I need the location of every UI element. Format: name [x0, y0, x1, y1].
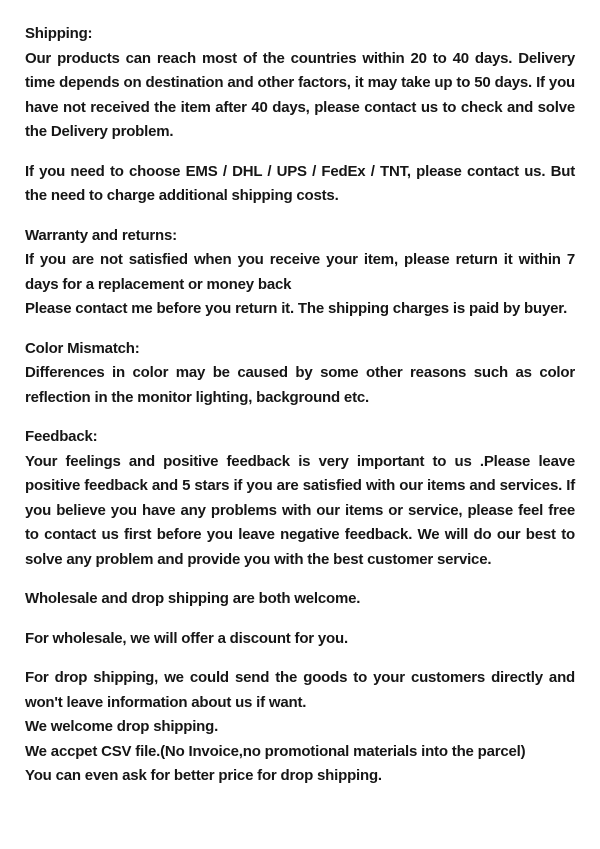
section-heading-feedback: Feedback: — [25, 428, 98, 445]
paragraph-drop-shipping-direct: For drop shipping, we could send the goods to your customers directly and won't leave information about us if want. — [25, 669, 575, 711]
paragraph-feedback: Your feelings and positive feedback is very important to us .Please leave positive feedback and 5 stars if you are satisfied with our items and services. If you believe you have any problems with our items or service, please feel free to contact us first before you leave negative feedback. We will do our best to solve any problem and provide you with the best customer service. — [25, 452, 575, 568]
section-shipping — [25, 22, 575, 145]
paragraph-express-courier: If you need to choose EMS / DHL / UPS / FedEx / TNT, please contact us. But the need to charge additional shipping costs. — [25, 162, 575, 204]
paragraph-drop-shipping-welcome: We welcome drop shipping. — [25, 718, 219, 735]
section-color-mismatch — [25, 337, 575, 411]
section-wholesale-welcome — [25, 587, 575, 612]
section-feedback — [25, 425, 575, 572]
paragraph-drop-shipping-csv: We accpet CSV file.(No Invoice,no promotional materials into the parcel) — [25, 742, 526, 760]
paragraph-wholesale-welcome: Wholesale and drop shipping are both welcome. — [25, 590, 361, 607]
section-warranty-returns — [25, 224, 575, 322]
section-heading-shipping: Shipping: — [25, 25, 93, 42]
paragraph-return-policy: If you are not satisfied when you receive your item, please return it within 7 days for a replacement or money back — [25, 251, 575, 293]
paragraph-return-contact: Please contact me before you return it. The shipping charges is paid by buyer. — [25, 300, 568, 317]
paragraph-shipping-policy: Our products can reach most of the countries within 20 to 40 days. Delivery time depends on destination and other factors, it may take up to 50 days. If you have not received the item after 40 days, please contact us to check and solve the Delivery problem. — [25, 49, 575, 140]
paragraph-color-mismatch: Differences in color may be caused by some other reasons such as color reflection in the monitor lighting, background etc. — [25, 364, 575, 406]
section-heading-color-mismatch: Color Mismatch: — [25, 339, 140, 357]
section-express-courier — [25, 160, 575, 209]
section-drop-shipping — [25, 666, 575, 789]
section-heading-warranty: Warranty and returns: — [25, 226, 177, 244]
section-wholesale-discount — [25, 627, 575, 652]
paragraph-wholesale-discount: For wholesale, we will offer a discount for you. — [25, 629, 348, 647]
paragraph-drop-shipping-price: You can even ask for better price for drop shipping. — [25, 767, 382, 784]
